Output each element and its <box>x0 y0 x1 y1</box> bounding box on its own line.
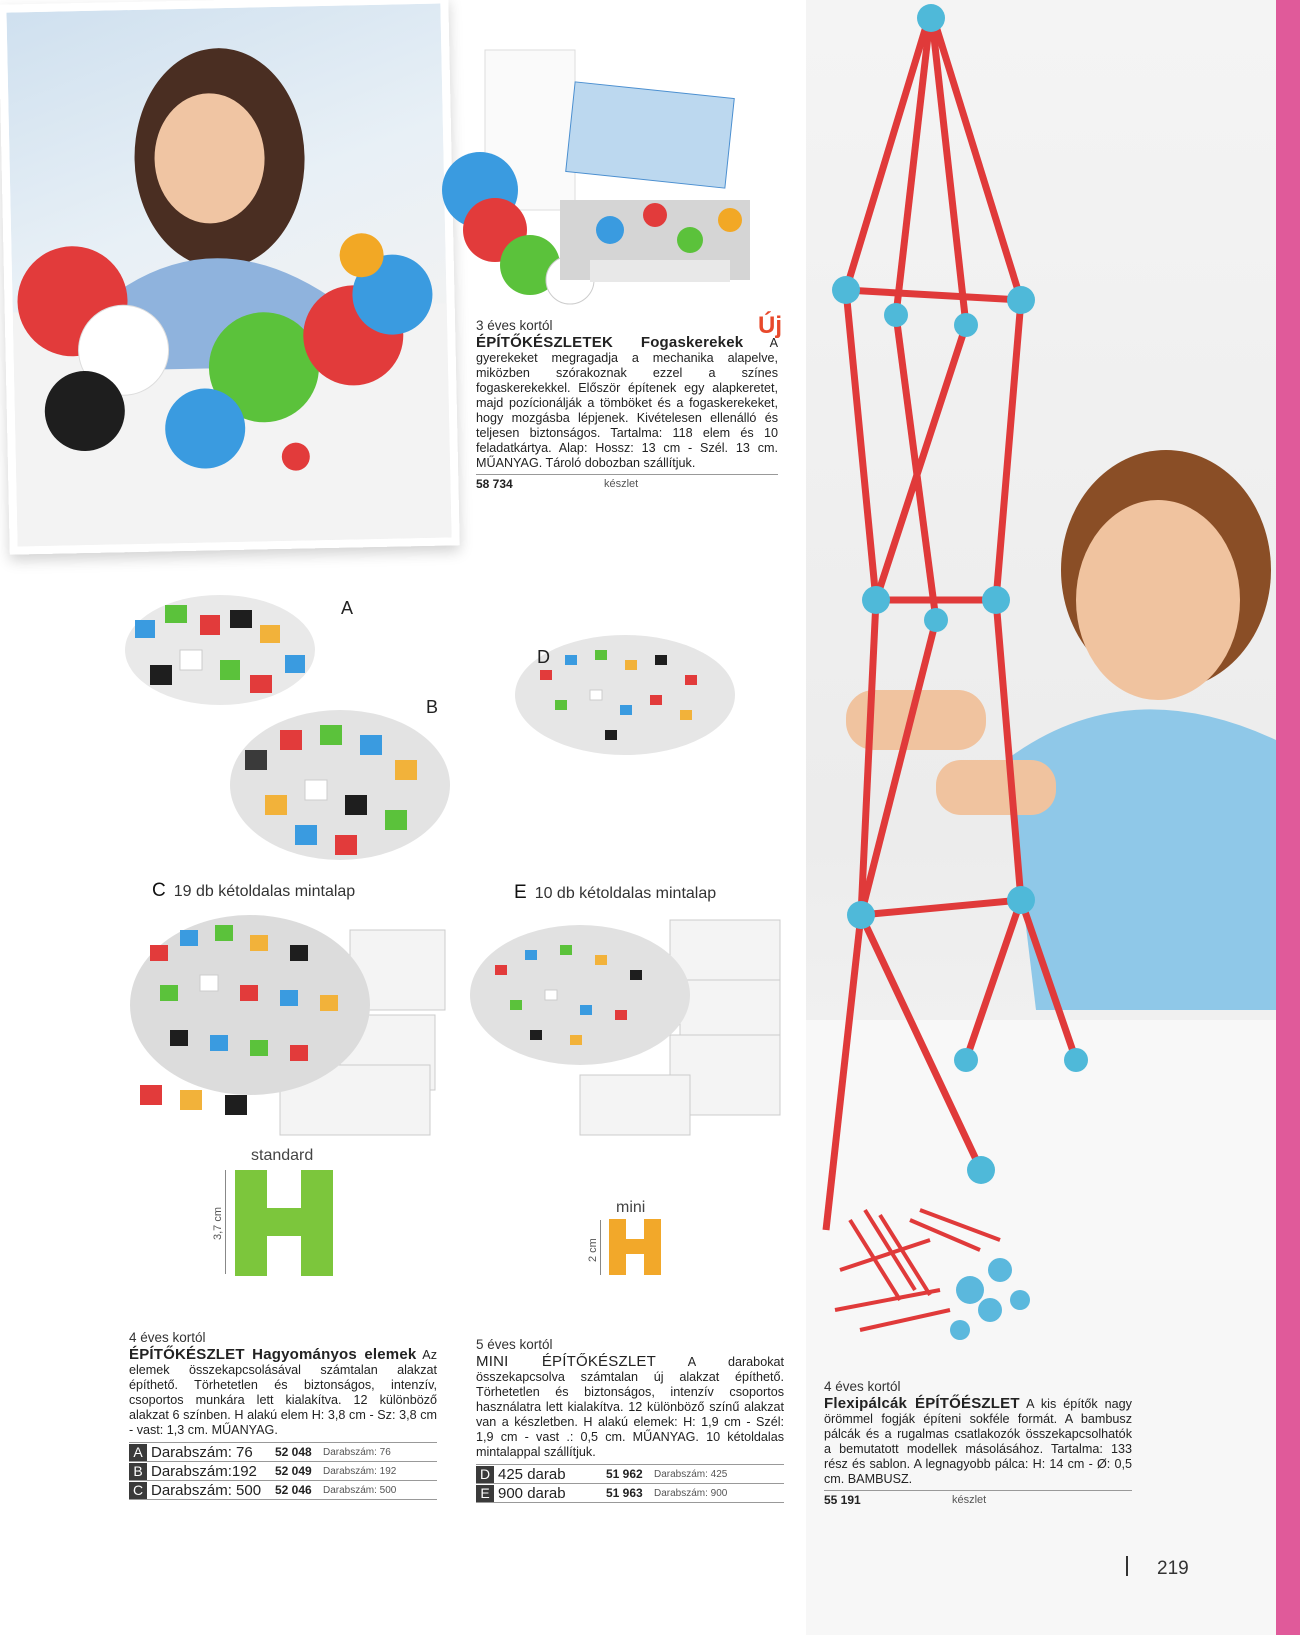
standard-variant-table <box>129 1442 437 1500</box>
flexi-age: 4 éves kortól <box>824 1379 901 1394</box>
mini-description-text: A darabokat összekapcsolva számtalan új alakzat építhető. Törhetetlen és biztonságos, intenzív csoportos használatra lett kialakítva. 12 különböző színű alakzat van a készletben. H alakú elemek: H: 1,9 cm - Szél: 1,9 cm - vast .: 0,5 cm. MŰANYAG. 10 kétoldalas mintalappal szállítjuk. <box>476 1355 784 1459</box>
variant-detail: Darabszám: 76 <box>323 1446 391 1458</box>
page-number-separator <box>1126 1556 1128 1576</box>
mini-title: MINI ÉPÍTŐKÉSZLET <box>476 1353 656 1370</box>
variant-count: 900 darab <box>498 1484 566 1502</box>
gears-description-text: A gyerekeket megragadja a mechanika alapelve, miközben szórakoznak ezzel a színes fogaskerekekkel. Először építenek egy alapkeretet, majd pozícionálják a tömböket és a fogaskerekeket, hogy mozgásba lépjenek. Kivételesen ellenálló és teljesen biztonságos. Tartalma: 118 elem és 10 feladatkártya. Alap: Hossz: 13 cm - Szél. 13 cm. MŰANYAG. Tároló dobozban szállítjuk. <box>476 336 778 470</box>
variant-code: 51 962 <box>606 1466 643 1481</box>
variant-row <box>476 1484 784 1503</box>
standard-age: 4 éves kortól <box>129 1330 206 1345</box>
standard-label: standard <box>251 1147 314 1164</box>
gears-order-row <box>476 475 778 492</box>
variant-code: 51 963 <box>606 1485 643 1500</box>
standard-title: ÉPÍTŐKÉSZLET Hagyományos elemek <box>129 1346 417 1363</box>
flexi-description <box>824 1396 1132 1487</box>
accent-strip <box>1276 0 1300 1635</box>
flexi-unit: készlet <box>952 1494 987 1506</box>
standard-product <box>129 1330 437 1500</box>
caption-e-letter: E <box>514 882 527 903</box>
new-badge: Új <box>758 312 782 339</box>
gears-description <box>476 335 778 471</box>
caption-e <box>514 882 716 904</box>
gears-title: ÉPÍTŐKÉSZLETEK Fogaskerekek <box>476 334 744 351</box>
gears-set-photo <box>440 40 770 350</box>
variant-code: 52 046 <box>275 1482 312 1497</box>
variant-count: Darabszám: 76 <box>151 1443 253 1461</box>
label-a: A <box>341 598 354 618</box>
flexi-sticks-photo <box>820 1200 1040 1350</box>
caption-c-letter: C <box>152 880 166 901</box>
standard-dim: 3,7 cm <box>212 1206 224 1240</box>
standard-dim-line <box>225 1170 226 1274</box>
gears-product <box>476 318 778 492</box>
mini-age: 5 éves kortól <box>476 1337 553 1352</box>
variant-detail: Darabszám: 900 <box>654 1487 728 1499</box>
variant-count: Darabszám: 500 <box>151 1481 262 1499</box>
variant-row <box>129 1462 437 1481</box>
variant-detail: Darabszám: 500 <box>323 1484 397 1496</box>
variant-letter: B <box>129 1463 147 1480</box>
flexi-description-text: A kis építők nagy örömmel fogják építeni sokféle formát. A bambusz pálcák és a rugalmas csatlakozók összekapcsolhatók a bemutatott modellek másolásához. Tartalma: 133 rész és sablon. A legnagyobb pálca: H: 14 cm - Ø: 0,5 cm. BAMBUSZ. <box>824 1397 1132 1486</box>
variant-letter: C <box>129 1482 147 1499</box>
variant-letter: E <box>476 1485 494 1502</box>
variant-detail: Darabszám: 192 <box>323 1465 397 1477</box>
caption-e-text: 10 db kétoldalas mintalap <box>534 885 717 902</box>
variant-code: 52 049 <box>275 1463 312 1478</box>
gears-play-illustration <box>6 3 459 554</box>
pile-e-photo <box>470 915 790 1135</box>
variant-row <box>129 1443 437 1462</box>
label-d: D <box>537 647 550 667</box>
flexi-tower-illustration <box>806 0 1276 1280</box>
label-b: B <box>426 697 439 717</box>
flexi-title: Flexipálcák ÉPÍTŐÉSZLET <box>824 1395 1020 1412</box>
variant-row <box>129 1481 437 1500</box>
gears-play-photo <box>0 0 460 555</box>
flexi-order-row <box>824 1491 1132 1508</box>
flexi-tower-photo <box>806 0 1276 1280</box>
page-number: 219 <box>1157 1558 1189 1579</box>
mini-product <box>476 1337 784 1503</box>
standard-description-text: Az elemek összekapcsolásával számtalan alakzat építhető. Törhetetlen és biztonságos, intenzív, csoportos munkára lett kialakítva. 12 különböző alakzat 6 színben. H alakú elem H: 3,8 cm - Sz: 3,8 cm - vast: 1,3 cm. MŰANYAG. <box>129 1348 437 1437</box>
mini-variant-table <box>476 1464 784 1503</box>
variant-row <box>476 1465 784 1484</box>
pile-c-photo <box>130 905 450 1145</box>
standard-h-piece <box>231 1170 337 1276</box>
pile-b-photo <box>225 700 455 870</box>
caption-c-text: 19 db kétoldalas mintalap <box>173 883 356 900</box>
variant-detail: Darabszám: 425 <box>654 1468 728 1480</box>
flexi-product <box>824 1379 1132 1508</box>
mini-h-piece <box>607 1219 663 1275</box>
mini-dim: 2 cm <box>587 1238 599 1262</box>
standard-description <box>129 1347 437 1438</box>
mini-label: mini <box>616 1199 646 1216</box>
variant-letter: A <box>129 1444 147 1461</box>
pile-a-photo <box>120 580 320 720</box>
variant-count: 425 darab <box>498 1465 566 1483</box>
variant-code: 52 048 <box>275 1444 312 1459</box>
mini-dim-line <box>600 1220 601 1275</box>
caption-c <box>152 880 355 902</box>
variant-letter: D <box>476 1466 494 1483</box>
gears-unit: készlet <box>604 478 639 490</box>
gears-code: 58 734 <box>476 477 513 491</box>
gears-age: 3 éves kortól <box>476 318 553 333</box>
mini-description <box>476 1354 784 1460</box>
flexi-code: 55 191 <box>824 1493 861 1507</box>
variant-count: Darabszám:192 <box>151 1462 257 1480</box>
